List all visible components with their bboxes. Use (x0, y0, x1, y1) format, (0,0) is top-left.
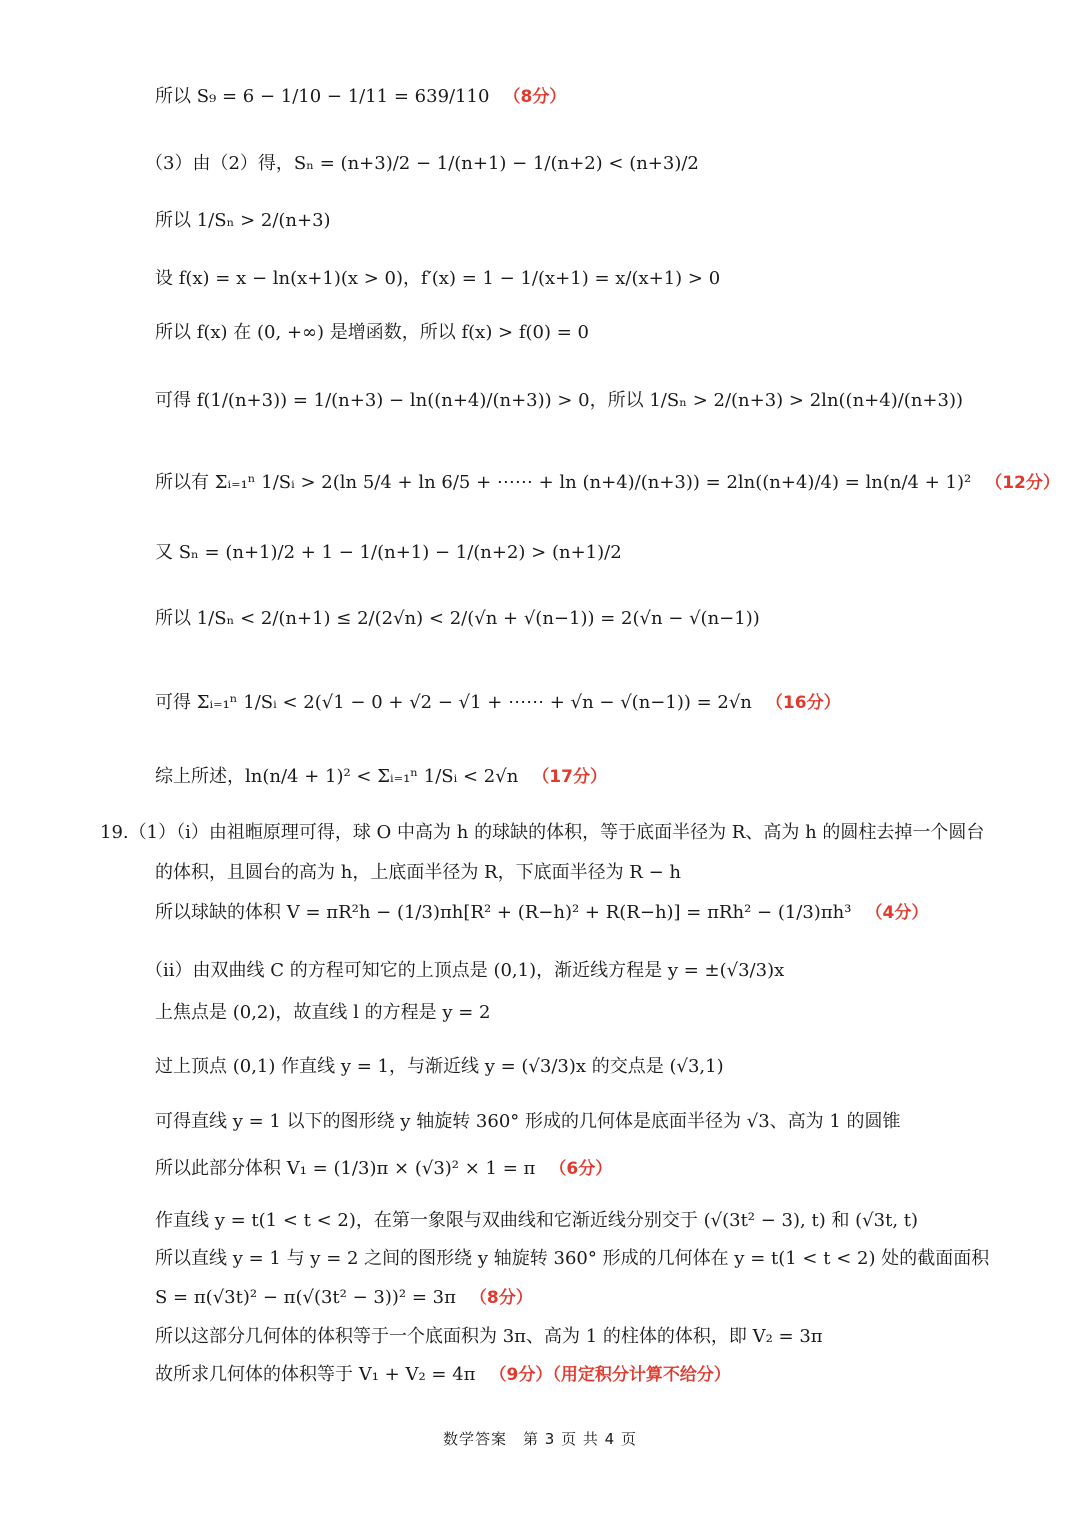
line-focus (155, 1004, 490, 1022)
line-text: 所以此部分体积 V₁ = (1/3)π × (√3)² × 1 = π (155, 1158, 536, 1179)
line-text: 故所求几何体的体积等于 V₁ + V₂ = 4π (155, 1364, 476, 1385)
line-text: 综上所述，ln(n/4 + 1)² < Σᵢ₌₁ⁿ 1/Sᵢ < 2√n (155, 766, 519, 787)
line-s9 (155, 88, 566, 106)
line-text: 所以 1/Sₙ > 2/(n+3) (155, 210, 331, 231)
line-increasing (155, 324, 589, 342)
line-sum-upper (155, 694, 841, 712)
line-final (155, 1366, 731, 1384)
line-upper-bound (155, 610, 760, 628)
line-cone (155, 1113, 901, 1131)
line-text: 所以球缺的体积 V = πR²h − (1/3)πh[R² + (R−h)² + R(R−h)] = πRh² − (1/3)πh³ (155, 902, 852, 923)
page-footer: 数学答案 第 3 页 共 4 页 (443, 1430, 637, 1448)
line-text: S = π(√3t)² − π(√(3t² − 3))² = 3π (155, 1287, 456, 1308)
line-text: 所以直线 y = 1 与 y = 2 之间的图形绕 y 轴旋转 360° 形成的几何体在 y = t(1 < t < 2) 处的截面面积 (155, 1248, 990, 1269)
line-text: 又 Sₙ = (n+1)/2 + 1 − 1/(n+1) − 1/(n+2) > (n+1)/2 (155, 542, 622, 563)
line-text: 所以 1/Sₙ < 2/(n+1) ≤ 2/(2√n) < 2/(√n + √(n−1)) = 2(√n − √(n−1)) (155, 608, 760, 629)
line-text: （ii）由双曲线 C 的方程可知它的上顶点是 (0,1)，渐近线方程是 y = ±(√3/3)x (145, 960, 785, 981)
line-sum-lower (155, 474, 1060, 492)
line-text: 19.（1）（i）由祖暅原理可得，球 O 中高为 h 的球缺的体积，等于底面半径为 R、高为 h 的圆柱去掉一个圆台 (100, 822, 985, 843)
line-intersection (155, 1058, 724, 1076)
line-part3 (145, 155, 699, 173)
line-inequality (155, 392, 963, 410)
line-cross-section (155, 1250, 989, 1268)
line-text: 所以这部分几何体的体积等于一个底面积为 3π、高为 1 的柱体的体积，即 V₂ = 3π (155, 1326, 823, 1347)
line-text: 可得 Σᵢ₌₁ⁿ 1/Sᵢ < 2(√1 − 0 + √2 − √1 + ⋯⋯ + √n − √(n−1)) = 2√n (155, 692, 752, 713)
line-text: 作直线 y = t(1 < t < 2)，在第一象限与双曲线和它渐近线分别交于 (√(3t² − 3), t) 和 (√3t, t) (155, 1210, 919, 1231)
line-sn-again (155, 544, 622, 562)
line-reciprocal (155, 212, 331, 230)
score-badge: （12分） (985, 472, 1060, 493)
score-badge: （9分）（用定积分计算不给分） (489, 1364, 731, 1385)
line-text: 上焦点是 (0,2)，故直线 l 的方程是 y = 2 (155, 1002, 491, 1023)
line-text: 所以有 Σᵢ₌₁ⁿ 1/Sᵢ > 2(ln 5/4 + ln 6/5 + ⋯⋯ + ln (n+4)/(n+3)) = 2ln((n+4)/4) = ln(n/4 + 1)² (155, 472, 972, 493)
line-v2 (155, 1328, 823, 1346)
line-area (155, 1289, 533, 1307)
line-define-f (155, 270, 720, 288)
score-badge: （4分） (865, 902, 929, 923)
line-text: 设 f(x) = x − ln(x+1)(x > 0)，f′(x) = 1 − 1/(x+1) = x/(x+1) > 0 (155, 268, 721, 289)
line-text: （3）由（2）得，Sₙ = (n+3)/2 − 1/(n+1) − 1/(n+2) < (n+3)/2 (145, 153, 699, 174)
score-badge: （17分） (532, 766, 607, 787)
score-badge: （8分） (469, 1287, 533, 1308)
line-y-t (155, 1212, 918, 1230)
line-v1 (155, 1160, 612, 1178)
line-text: 可得 f(1/(n+3)) = 1/(n+3) − ln((n+4)/(n+3)) > 0，所以 1/Sₙ > 2/(n+3) > 2ln((n+4)/(n+3)) (155, 390, 963, 411)
line-q19-cont (155, 864, 681, 882)
score-badge: （8分） (503, 86, 567, 107)
line-text: 所以 S₉ = 6 − 1/10 − 1/11 = 639/110 (155, 86, 490, 107)
score-badge: （6分） (549, 1158, 613, 1179)
line-q19-start (100, 824, 984, 842)
score-badge: （16分） (765, 692, 841, 713)
line-text: 可得直线 y = 1 以下的图形绕 y 轴旋转 360° 形成的几何体是底面半径为 √3、高为 1 的圆锥 (155, 1111, 901, 1132)
line-text: 的体积，且圆台的高为 h，上底面半径为 R，下底面半径为 R − h (155, 862, 681, 883)
line-conclusion (155, 768, 607, 786)
line-text: 所以 f(x) 在 (0, +∞) 是增函数，所以 f(x) > f(0) = 0 (155, 322, 590, 343)
line-hyperbola (145, 962, 784, 980)
line-volume-formula (155, 904, 928, 922)
line-text: 过上顶点 (0,1) 作直线 y = 1，与渐近线 y = (√3/3)x 的交点是 (√3,1) (155, 1056, 724, 1077)
